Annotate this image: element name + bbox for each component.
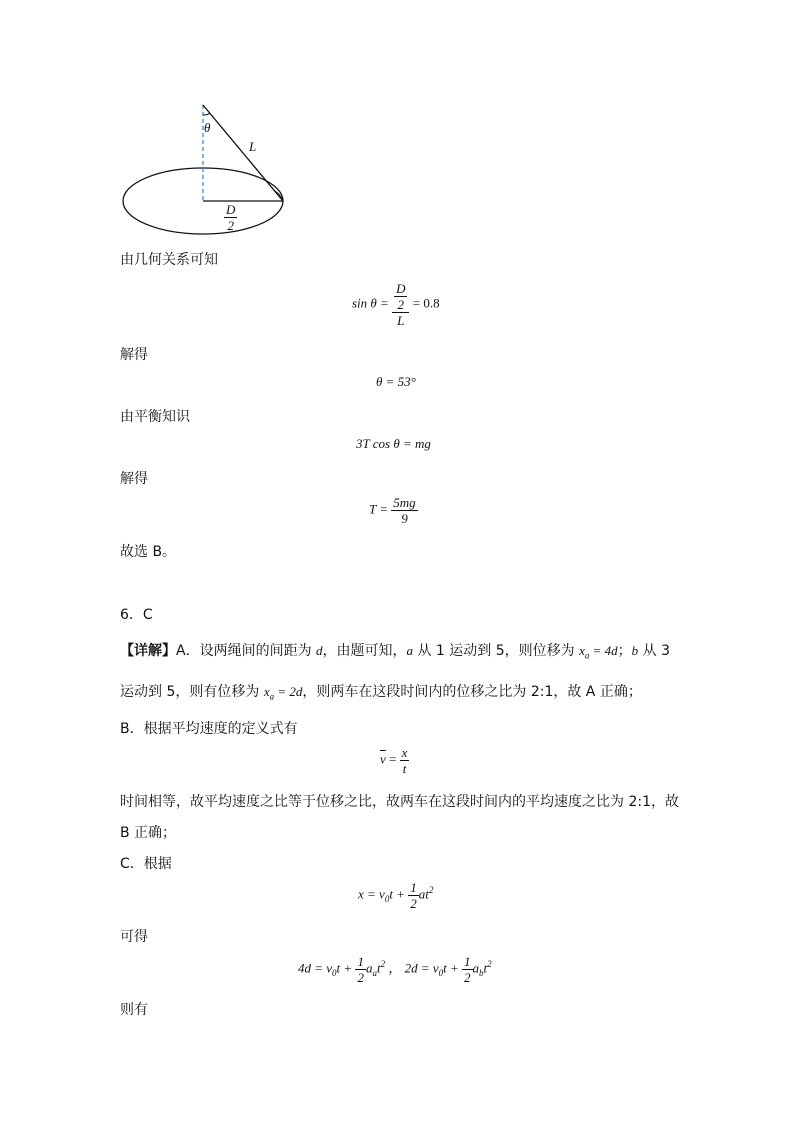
then-have-text: 则有 bbox=[120, 1002, 148, 1018]
theta-equation: θ = 53° bbox=[376, 374, 416, 389]
question-6-answer: 6．C bbox=[120, 607, 153, 623]
detail-line-b: 运动到 5，则有位移为 $x_a = 2d$，则两车在这段时间内的位移之比为 2:1，故 A 正确； bbox=[120, 684, 642, 702]
c-label-text: C．根据 bbox=[120, 856, 172, 872]
balance-equation: 3T cos θ = mg bbox=[356, 436, 431, 451]
choose-b-text: 故选 B。 bbox=[120, 544, 177, 560]
b-correct-text: B 正确； bbox=[120, 825, 177, 841]
sin-equation: sin θ = $\frac{\frac{D}{2}}{L}$ = 0.8 bbox=[352, 281, 440, 328]
kinematics-equation: $x = v_0t$ + $\frac{1}{2}$ $at^2$ bbox=[358, 880, 434, 911]
two-equations: $4d = v_0t$ + $\frac{1}{2}$ $a_at^2$ ， $2d = v_0t$ + $\frac{1}{2}$ $a_bt^2$ bbox=[298, 954, 492, 985]
cone-diagram bbox=[115, 95, 295, 240]
solve-text-2: 解得 bbox=[120, 471, 148, 487]
theta-label: θ bbox=[204, 120, 211, 135]
rope-line bbox=[203, 105, 283, 201]
avg-velocity-equation: $\overline{v}$ = $\frac{x}{t}$ bbox=[380, 745, 408, 776]
tension-equation: T = $\frac{5mg}{9}$ bbox=[369, 495, 416, 526]
balance-text: 由平衡知识 bbox=[120, 409, 190, 425]
solve-text-1: 解得 bbox=[120, 347, 148, 363]
detail-line-a: 【详解】A．设两绳间的间距为 d，由题可知，a 从 1 运动到 5，则位移为 $x_a = 4d$；b 从 3 bbox=[120, 643, 670, 661]
angle-arc bbox=[203, 113, 210, 115]
geom-relation-text: 由几何关系可知 bbox=[120, 252, 218, 268]
d-half-label: $\frac{D}{2}$ bbox=[226, 202, 236, 233]
L-label: L bbox=[249, 139, 257, 154]
time-equal-text: 时间相等，故平均速度之比等于位移之比，故两车在这段时间内的平均速度之比为 2:1，故 bbox=[120, 794, 679, 810]
can-get-text: 可得 bbox=[120, 929, 148, 945]
b-label-text: B．根据平均速度的定义式有 bbox=[120, 721, 298, 737]
